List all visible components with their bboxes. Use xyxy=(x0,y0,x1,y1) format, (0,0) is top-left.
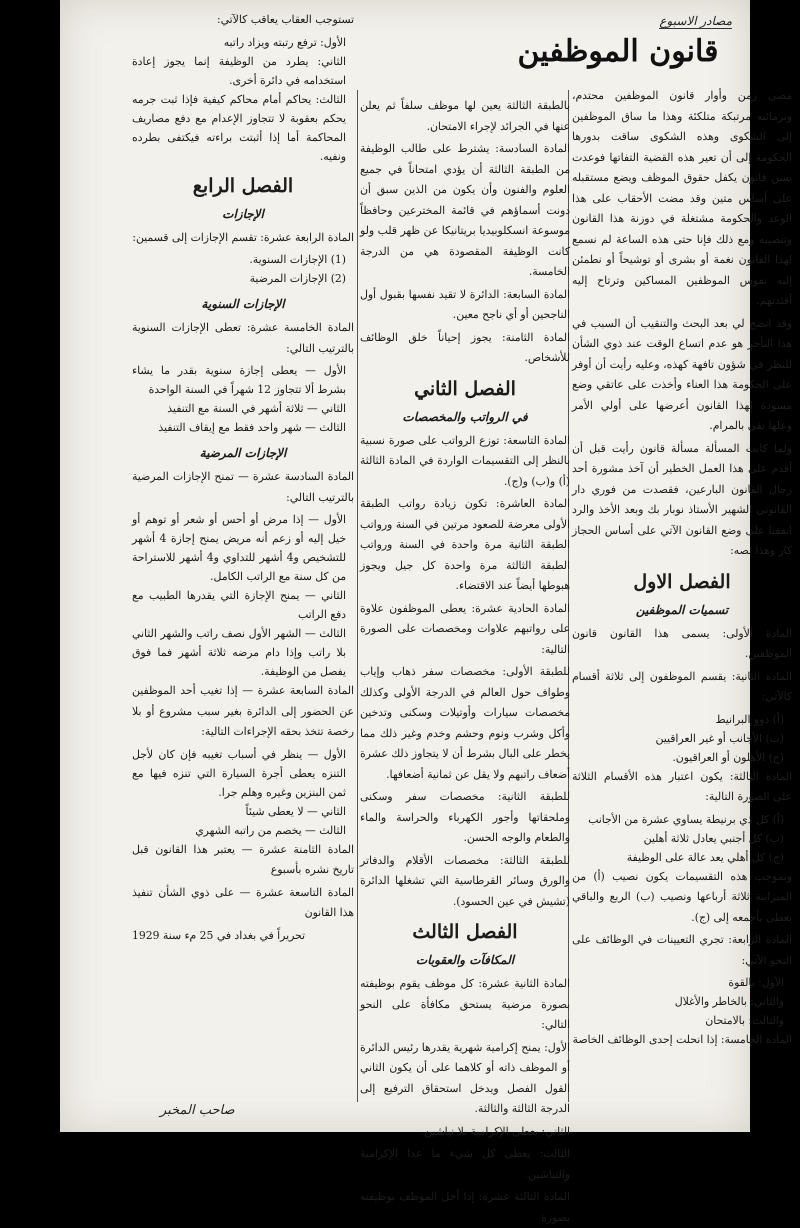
list-item: الأول: ترفع رتبته ويزاد راتبه xyxy=(223,35,346,49)
column-divider xyxy=(357,90,358,1102)
list-item: الأول: بالقوة xyxy=(728,976,784,989)
section-heading: المكافآت والعقوبات xyxy=(415,953,515,967)
article-text: الثالث: يعطى كل شيء ما عدا الإكرامية والنياشين. xyxy=(360,1147,570,1181)
article-text: وبموجب هذه التقسيمات يكون نصيب (أ) من الميزانية ثلاثة أرباعها ونصيب (ب) الربع والباقي يعطى بأجمعه إلى (ج). xyxy=(572,869,792,924)
article-text: المادة التاسعة: توزع الرواتب على صورة نسبية بالنظر إلى التقسيمات الواردة في المادة الثالثة (أ) و(ب) و(ج). xyxy=(360,433,570,488)
list-item: الثالث — يخصم من راتبه الشهري xyxy=(195,823,346,837)
section-label: مصادر الاسبوع xyxy=(659,14,732,28)
article-text: المادة الخامسة عشرة: تعطى الإجازات السنوية بالترتيب التالي: xyxy=(132,321,354,355)
list-item: (2) الإجازات المرضية xyxy=(249,272,346,285)
article-text: المادة السابعة عشرة — إذا تغيب أحد الموظفين عن الحضور إلى الدائرة بغير سبب مشروع أو بلا رخصة تتخذ بحقه الإجراءات التالية: xyxy=(132,684,354,738)
newspaper-page xyxy=(60,0,792,1224)
list-item: (ج) الأهلون أو العراقيون. xyxy=(672,750,784,764)
section-heading: الإجازات xyxy=(222,206,264,221)
right-column xyxy=(572,86,792,1126)
section-heading: الإجازات السنوية xyxy=(201,297,285,311)
list-item: (ب) كل أجنبي يعادل ثلاثة أهلين xyxy=(643,831,784,845)
article-text: المادة العاشرة: تكون زيادة رواتب الطبقة الأولى معرضة للصعود مرتين في السنة ورواتب الطبقة الثانية مرة واحدة في السنة ورواتب الطبقة الثالثة مرة واحدة كل جيل ويجوز هبوطها أيضاً عند الاقتضاء. xyxy=(360,497,570,592)
article-text: المادة الثالثة عشرة: إذا أخل الموظف بوظيفته بصورة xyxy=(360,1190,570,1224)
section-heading: تسميات الموظفين xyxy=(635,602,729,617)
list-item: الثالث: يحاكم أمام محاكم كيفية فإذا ثبت جرمه يحكم بعقوبة لا تتجاوز الإعدام مع دفع مصاريف المحاكمة أما إذا أثبتت براءته فيكتفى بطرده ونفيه. xyxy=(132,92,346,163)
section-heading: الإجازات المرضية xyxy=(199,446,287,460)
intro-paragraph: مضى زمن وأوار قانون الموظفين محتدم، وبرمائنه مرتبكة متلكئة وهذا ما ساق الموظفين إلى الشكوى وهذه الشكوى ساقت بدورها الحكومة إلى أن تعير هذه القضية التفاتها فوعدت بسن قانون يكفل حقوق الموظف ويضع مستقبله على أساس متين وقد مضت الأحقاب على هذا الوعد والحكومة مشتغلة في دوزنة هذا القانون وتنصيبه ومع ذلك فإنا حتى هذه الساعة لم نسمع لهذا القانون نغمة أو بشرى أو توشيحاً أو نطمئن إليه نفوس الموظفين المساكين وترتاح إليه أفئدتهم. xyxy=(572,89,792,307)
intro-paragraph: ولما كانت المسألة مسألة قانون رأيت قبل أن أقدم على هذا العمل الخطير أن آخذ مشورة أحد رجال القانون البارعين، فقصدت من فوري دار القانوني الشهير الأستاذ نوبار بك وبعد الأخذ والرد اتفقنا على وضع القانون الآتي على أساس الحجاز كار وهذا نصه: xyxy=(572,441,792,557)
article-text: الأول: يمنح إكرامية شهرية يقدرها رئيس الدائرة أو الموظف ذاته أو كلاهما على أن يكون الثاني القول الفصل ويدخل استحقاق الترفيع إلى الدرجة الثالثة والثالثة. xyxy=(360,1040,570,1115)
article-text: المادة الرابعة عشرة: تقسم الإجازات إلى قسمين: xyxy=(132,230,354,244)
article-text: المادة الثامنة عشرة — يعتبر هذا القانون قبل تاريخ نشره بأسبوع xyxy=(132,842,354,876)
list-item: الثاني — ثلاثة أشهر في السنة مع التنفيذ xyxy=(167,402,346,415)
article-text: المادة الثانية عشرة: كل موظف يقوم بوظيفته بصورة مرضية يستحق مكافأة على النحو التالي: xyxy=(360,977,570,1031)
article-text: المادة التاسعة عشرة — على ذوي الشأن تنفيذ هذا القانون xyxy=(132,885,354,919)
list-item: (ج) كل أهلي يعد عالة على الوظيفة xyxy=(626,850,784,864)
article-text: المادة الخامسة: إذا انحلت إحدى الوظائف الخاصة xyxy=(572,1033,792,1046)
article-text: للطبقة الثانية: مخصصات سفر وسكنى وملحقاتها وأجور الكهرباء والحراسة والماء والطعام والوجه الحسن. xyxy=(360,790,570,844)
list-item: الأول — يعطى إجازة سنوية بقدر ما يشاء بشرط ألا تتجاوز 12 شهراً في السنة الواحدة xyxy=(132,364,346,396)
list-item: والثالث: بالامتحان xyxy=(705,1014,784,1027)
article-text: للطبقة الثالثة: مخصصات الأقلام والدفاتر والورق وسائر القرطاسية التي تشغلها الدائرة (تشيش في عين الحسود). xyxy=(360,853,570,908)
article-text: بالطبقة الثالثة يعين لها موظف سلفاً ثم يعلن عنها في الجرائد لإجراء الامتحان. xyxy=(360,99,570,133)
article-text: المادة السادسة عشرة — تمنح الإجازات المرضية بالترتيب التالي: xyxy=(132,470,354,504)
article-text: المادة الثالثة: يكون اعتبار هذه الأقسام الثلاثة على الصورة التالية: xyxy=(572,769,792,803)
chapter-heading: الفصل الثاني xyxy=(414,377,516,400)
left-column xyxy=(132,10,354,1100)
middle-column xyxy=(360,96,570,1224)
article-text: المادة السادسة: يشترط على طالب الوظيفة من الطبقة الثالثة أن يؤدي امتحاناً في جميع العلوم والفنون وأن يكون من الذين سبق أن دونت أسماؤهم في قائمة المخترعين وحافظاً موسوعة انسكلوبيديا بريتانيكا عن ظهر قلب ولو كانت الوظيفة المقصودة هي من الدرجة الخامسة. xyxy=(360,142,570,278)
list-item: الثاني: يطرد من الوظيفة إنما يجوز إعادة استخدامه في دائرة أخرى. xyxy=(132,54,346,87)
article-text: تستوجب العقاب يعاقب كالآتي: xyxy=(217,13,354,26)
list-item: (ب) الأجانب أو غير العراقيين xyxy=(655,731,784,745)
list-item: الثاني — لا يعطى شيئاً xyxy=(245,804,346,818)
article-text: المادة الثامنة: يجوز إحياناً خلق الوظائف للأشخاص. xyxy=(360,330,570,364)
article-text: المادة الأولى: يسمى هذا القانون قانون الموظفين. xyxy=(572,626,792,660)
article-text: المادة الثانية: يقسم الموظفون إلى ثلاثة أقسام كالآتي: xyxy=(572,669,792,703)
intro-paragraph: وقد اتضح لي بعد البحث والتنقيب أن السبب في هذا التأخر هو عدم اتساع الوقت عند ذوي الشأن للنظر في شؤون تافهة كهذه، وعليه رأيت أن أوفر على الحكومة هذا العناء وأخذت على عاتقي وضع مسودة لهذا القانون أعرضها على أولي الأمر وعلها تفي بالمرام. xyxy=(572,316,792,432)
article-text: المادة السابعة: الدائرة لا تقيد نفسها بقبول أول الناجحين أو أي ناجح معين. xyxy=(360,287,570,321)
list-item: الثالث — الشهر الأول نصف راتب والشهر الثاني بلا راتب وإذا دام مرضه ثلاثة أشهر فما فوق يفصل من الوظيفة. xyxy=(132,627,346,678)
article-text: الثاني: يعطى الإكرامية بلا نياشين. xyxy=(420,1124,570,1138)
list-item: (1) الإجازات السنوية. xyxy=(249,253,346,266)
chapter-heading: الفصل الرابع xyxy=(192,174,294,197)
list-item: الأول — إذا مرض أو أحس أو شعر أو توهم أو خيل إليه أو زعم أنه مريض يمنح إجازة 4 أشهر للتشخيص و4 أشهر للتداوي و4 أشهر للاستراحة من كل سنة مع الراتب الكامل. xyxy=(132,513,346,583)
page-title: قانون الموظفين xyxy=(517,34,719,69)
section-heading: في الرواتب والمخصصات xyxy=(402,409,528,424)
signature: صاحب المخبر xyxy=(160,1103,235,1118)
dateline: تحريراً في بغداد في 25 مء سنة 1929 xyxy=(132,928,306,942)
article-text: المادة الحادية عشرة: يعطى الموظفون علاوة على رواتبهم علاوات ومخصصات على الصورة التالية: xyxy=(360,601,570,656)
list-item: الأول — ينظر في أسباب تغيبه فإن كان لأجل التنزه يعطى أجرة السيارة التي تنزه فيها مع ثمن البنزين وغيره وهلم جرا. xyxy=(132,747,346,799)
chapter-heading: الفصل الاول xyxy=(633,570,731,593)
article-text: المادة الرابعة: تجري التعيينات في الوظائف على النحو الآتي: xyxy=(572,933,792,967)
list-item: الثالث — شهر واحد فقط مع إيقاف التنفيذ xyxy=(158,421,346,434)
list-item: الثاني — يمنح الإجازة التي يقدرها الطبيب مع دفع الراتب xyxy=(132,589,346,621)
article-text: للطبقة الأولى: مخصصات سفر ذهاب وإياب وطواف حول العالم في الدرجة الأولى وكذلك مخصصات سيارات وأوتيلات وسكنى وتدخين وأكل وشرب ونوم وحشم وخدم وغير ذلك مما يخطر على البال بشرط أن لا يتجاوز ذلك عشرة أضعاف راتبهم ولا يقل عن ثمانية أضعافها. xyxy=(360,665,570,781)
list-item: (أ) ذوو البرانيط xyxy=(715,712,784,726)
list-item: والثاني: بالخاطر والأغلال xyxy=(674,995,784,1008)
chapter-heading: الفصل الثالث xyxy=(412,921,518,943)
list-item: (أ) كل ذي برنيطة يساوي عشرة من الأجانب xyxy=(588,812,784,826)
